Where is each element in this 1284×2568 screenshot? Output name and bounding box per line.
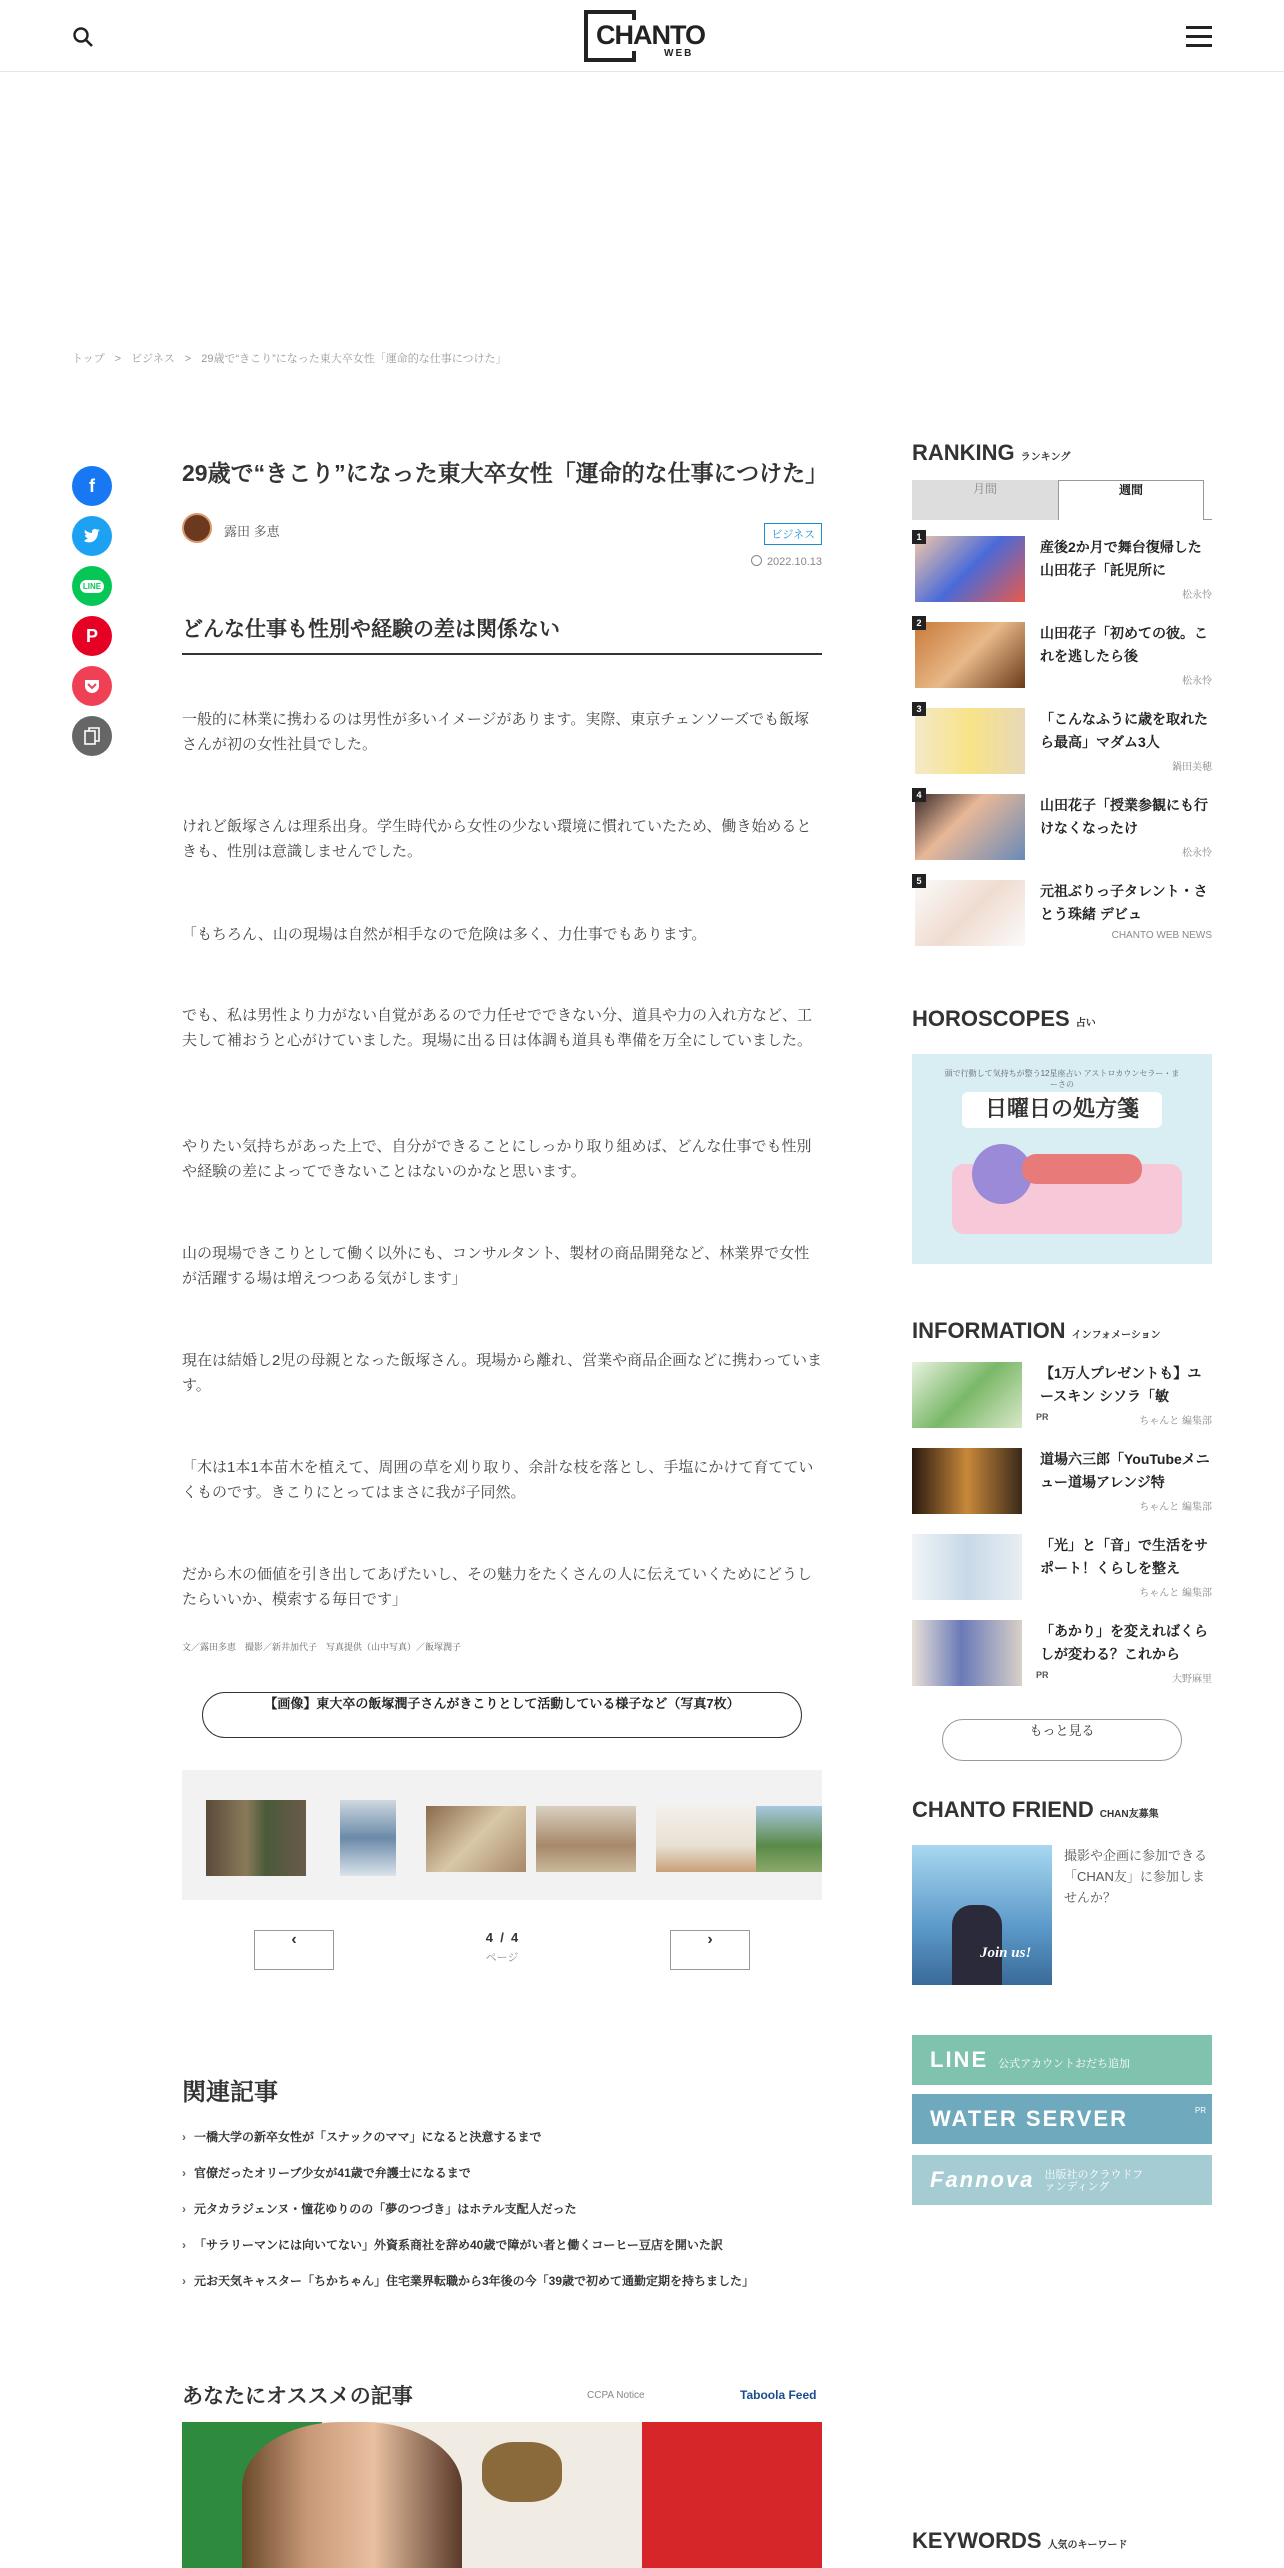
publish-date (751, 555, 822, 568)
pocket-icon (83, 678, 101, 694)
horoscopes-heading (912, 1006, 1096, 1032)
related-article-link[interactable]: › 官僚だったオリーブ少女が41歳で弁護士になるまで (182, 2163, 822, 2199)
ranking-item[interactable] (912, 874, 1212, 960)
ranking-thumbnail (915, 622, 1025, 688)
information-title: INFORMATION (912, 1318, 1066, 1343)
rank-number: 2 (912, 616, 926, 630)
information-more (912, 1719, 1212, 1761)
twitter-share-button[interactable] (72, 516, 112, 556)
line-banner-main: LINE (930, 2047, 989, 2072)
ranking-title: 山田花子「授業参観にも行けなくなったけ (1040, 797, 1208, 836)
page-separator: / (500, 1930, 504, 1945)
ranking-title: 産後2か月で舞台復帰した山田花子「託児所に (1040, 539, 1202, 578)
recommended-article-image[interactable] (182, 2422, 822, 2568)
keywords-title: KEYWORDS (912, 2528, 1042, 2553)
keywords-subtitle: 人気のキーワード (1047, 2540, 1128, 2551)
friend-text: 撮影や企画に参加できる「CHAN友」に参加しませんか？ (1064, 1848, 1208, 1905)
article-paragraph: 山の現場できこりとして働く以外にも、コンサルタント、製材の商品開発など、林業界で女性が活躍する場は増えつつある気がします」 (182, 1245, 810, 1287)
information-item[interactable] (912, 1614, 1212, 1700)
information-author: ちゃんと 編集部 (1139, 1588, 1212, 1599)
prev-page-button[interactable]: ‹ (254, 1930, 334, 1970)
line-banner-sub: 公式アカウントおだち追加 (998, 2058, 1131, 2070)
tab-weekly[interactable]: 週間 (1058, 480, 1204, 520)
rank-number: 4 (912, 788, 926, 802)
line-share-button[interactable] (72, 566, 112, 606)
information-title: 【1万人プレゼントも】ユースキン シソラ「敏 (1040, 1365, 1202, 1404)
copy-link-button[interactable] (72, 716, 112, 756)
article-paragraph: 「もちろん、山の現場は自然が相手なので危険は多く、力仕事でもあります。 (182, 926, 707, 943)
horoscope-banner-title: 日曜日の処方箋 (962, 1092, 1162, 1128)
article-paragraph: でも、私は男性より力がない自覚があるので力任せでできない分、道具や力の入れ方など、工夫して補おうと心がけていました。現場に出る日は体調も道具も準備を万全にしていました。 (182, 1007, 813, 1049)
ranking-thumbnail (915, 880, 1025, 946)
horoscope-banner-caption: 頭で行動して気持ちが整う12星座占い アストロカウンセラー・まーさの (944, 1069, 1180, 1089)
ranking-item[interactable] (912, 530, 1212, 616)
twitter-icon (82, 527, 102, 545)
photo-gallery-strip (182, 1770, 822, 1900)
breadcrumb (72, 350, 517, 366)
friend-title: CHANTO FRIEND (912, 1797, 1094, 1822)
fannova-banner-sub: 出版社のクラウドファンディング (1044, 2169, 1144, 2194)
facebook-share-button[interactable] (72, 466, 112, 506)
article-paragraph: 一般的に林業に携わるのは男性が多いイメージがあります。実際、東京チェンソーズでも飯塚さんが初の女性社員でした。 (182, 711, 810, 753)
information-title: 道場六三郎「YouTubeメニュー道場アレンジ特 (1040, 1451, 1210, 1490)
information-title: 「光」と「音」で生活をサポート！くらしを整え (1040, 1537, 1208, 1576)
site-header (0, 0, 1284, 72)
horoscopes-title: HOROSCOPES (912, 1006, 1070, 1031)
water-banner-pr: PR (1194, 2106, 1206, 2115)
ranking-title: 山田花子「初めての彼。これを逃したら後 (1040, 625, 1208, 664)
logo-sub: WEB (664, 48, 694, 59)
article-paragraph: 「木は1本1本苗木を植えて、周囲の草を刈り取り、余計な枝を落とし、手塩にかけて育てていくものです。きこりにとってはまさに我が子同然。 (182, 1459, 814, 1501)
taboola-feed-logo[interactable]: Taboola Feed (740, 2388, 817, 2402)
clock-icon (751, 555, 762, 566)
hamburger-menu-icon[interactable] (1186, 26, 1212, 48)
gallery-thumbnail[interactable] (340, 1800, 396, 1876)
site-logo[interactable] (584, 10, 706, 62)
breadcrumb-separator: > (114, 353, 122, 365)
rank-number: 3 (912, 702, 926, 716)
gallery-button[interactable]: 【画像】東大卒の飯塚潤子さんがきこりとして活動している様子など（写真7枚） (202, 1692, 802, 1738)
fannova-banner[interactable] (912, 2155, 1212, 2205)
pr-label: PR (1036, 1412, 1049, 1422)
ranking-subtitle: ランキング (1020, 452, 1071, 463)
pinterest-icon: P (85, 625, 98, 646)
water-banner-main: WATER SERVER (930, 2106, 1128, 2131)
facebook-icon: f (89, 475, 95, 496)
line-icon: LINE (80, 580, 104, 593)
fannova-banner-main: Fannova (930, 2167, 1035, 2192)
information-item[interactable] (912, 1442, 1212, 1528)
tab-monthly[interactable]: 月間 (912, 480, 1058, 520)
person-illustration (1022, 1154, 1142, 1184)
next-page-button[interactable]: › (670, 1930, 750, 1970)
line-banner[interactable] (912, 2035, 1212, 2085)
information-list (912, 1356, 1212, 1700)
friend-heading (912, 1797, 1159, 1823)
information-title: 「あかり」を変えればくらしが変わる？これから (1040, 1623, 1208, 1662)
article-title: 29歳で“きこり”になった東大卒女性「運命的な仕事につけた」 (182, 460, 829, 486)
page-current: 4 (485, 1930, 493, 1945)
information-author: ちゃんと 編集部 (1139, 1416, 1212, 1427)
ccpa-notice-link[interactable]: CCPA Notice (587, 2390, 645, 2401)
article (182, 455, 829, 2408)
logo-text: CHANTO (596, 20, 706, 50)
information-author: ちゃんと 編集部 (1139, 1502, 1212, 1513)
copy-icon (84, 727, 100, 745)
gallery-thumbnail[interactable] (536, 1806, 636, 1872)
information-thumbnail (912, 1362, 1022, 1428)
pocket-share-button[interactable] (72, 666, 112, 706)
water-server-banner[interactable] (912, 2094, 1212, 2144)
friend-image[interactable] (912, 1845, 1052, 1985)
author-avatar[interactable] (182, 513, 212, 543)
gallery-thumbnail[interactable] (756, 1806, 822, 1872)
related-article-link[interactable]: › 元タカラジェンヌ・憧花ゆりのの「夢のつづき」はホテル支配人だった (182, 2199, 822, 2235)
rank-number: 5 (912, 874, 926, 888)
horoscope-banner[interactable] (912, 1054, 1212, 1264)
related-article-link[interactable]: › 一橋大学の新卒女性が「スナックのママ」になると決意するまで (182, 2127, 822, 2163)
ranking-author: 松永怜 (1182, 848, 1212, 859)
search-icon[interactable] (72, 26, 94, 48)
page-total: 4 (511, 1930, 519, 1945)
article-paragraph: けれど飯塚さんは理系出身。学生時代から女性の少ない環境に慣れていたため、働き始めるときも、性別は意識しませんでした。 (182, 818, 812, 860)
page-indicator (452, 1930, 552, 1965)
sidebar (912, 440, 1212, 960)
ranking-thumbnail (915, 536, 1025, 602)
information-heading (912, 1318, 1161, 1344)
gallery-thumbnail[interactable] (656, 1806, 756, 1872)
ranking-item[interactable] (912, 788, 1212, 874)
related-article-link[interactable]: › 「サラリーマンには向いてない」外資系商社を辞め40歳で障がい者と働くコーヒー豆店を開いた訳 (182, 2235, 822, 2271)
keywords-heading (912, 2528, 1128, 2554)
page-unit: ページ (485, 1952, 519, 1964)
publish-date-text: 2022.10.13 (766, 556, 822, 568)
ranking-thumbnail (915, 708, 1025, 774)
author-row (182, 513, 822, 568)
share-buttons (72, 466, 112, 766)
information-thumbnail (912, 1448, 1022, 1514)
article-paragraph: やりたい気持ちがあった上で、自分ができることにしっかり取り組めば、どんな仕事でも性別や経験の差によってできないことはないのかなと思います。 (182, 1138, 812, 1180)
ranking-title: RANKING (912, 440, 1015, 465)
ranking-author: CHANTO WEB NEWS (1111, 930, 1212, 941)
pagination (182, 1930, 822, 1970)
ranking-tabs (912, 480, 1212, 520)
author-name[interactable]: 露田 多恵 (224, 524, 280, 539)
section-heading: どんな仕事も性別や経験の差は関係ない (182, 613, 822, 655)
article-paragraph: だから木の価値を引き出してあげたいし、その魅力をたくさんの人に伝えていくためにどうしたらいいか、模索する毎日です」 (182, 1566, 813, 1608)
ranking-author: 鍋田美穂 (1172, 762, 1212, 773)
related-articles-list (182, 2127, 822, 2307)
ranking-thumbnail (915, 794, 1025, 860)
join-us-badge: Join us! (980, 1945, 1032, 1961)
ranking-author: 松永怜 (1182, 676, 1212, 687)
related-heading: 関連記事 (182, 2079, 278, 2106)
information-thumbnail (912, 1620, 1022, 1686)
photo-credit: 文／露田多恵 撮影／新井加代子 写真提供（山中写真）／飯塚潤子 (182, 1642, 462, 1652)
more-button[interactable]: もっと見る (942, 1719, 1182, 1761)
friend-subtitle: CHAN友募集 (1099, 1809, 1159, 1820)
pinterest-share-button[interactable] (72, 616, 112, 656)
information-item[interactable] (912, 1356, 1212, 1442)
ranking-title: 元祖ぶりっ子タレント・さとう珠緒 デビュ (1040, 883, 1208, 922)
related-article-link[interactable]: › 元お天気キャスター「ちかちゃん」住宅業界転職から3年後の今「39歳で初めて通勤定期を持ちました」 (182, 2271, 822, 2307)
article-paragraph: 現在は結婚し2児の母親となった飯塚さん。現場から離れ、営業や商品企画などに携わっています。 (182, 1352, 822, 1394)
information-author: 大野麻里 (1172, 1674, 1212, 1685)
ranking-author: 松永怜 (1182, 590, 1212, 601)
ranking-item[interactable] (912, 702, 1212, 788)
ranking-item[interactable] (912, 616, 1212, 702)
information-thumbnail (912, 1534, 1022, 1600)
gallery-thumbnail[interactable] (206, 1800, 306, 1876)
recommend-heading: あなたにオススメの記事 (182, 2385, 413, 2408)
breadcrumb-current: 29歳で“きこり”になった東大卒女性「運命的な仕事につけた」 (201, 353, 507, 365)
gallery-thumbnail[interactable] (426, 1806, 526, 1872)
breadcrumb-category[interactable]: ビジネス (131, 353, 175, 365)
rank-number: 1 (912, 530, 926, 544)
information-item[interactable] (912, 1528, 1212, 1614)
breadcrumb-separator: > (184, 353, 192, 365)
horoscopes-subtitle: 占い (1075, 1018, 1096, 1029)
ranking-title: 「こんなふうに歳を取れたら最高」マダム3人 (1040, 711, 1208, 750)
category-tag[interactable]: ビジネス (764, 523, 822, 545)
pr-label: PR (1036, 1670, 1049, 1680)
breadcrumb-home[interactable]: トップ (72, 353, 105, 365)
information-subtitle: インフォメーション (1071, 1330, 1161, 1341)
ranking-heading (912, 440, 1212, 466)
